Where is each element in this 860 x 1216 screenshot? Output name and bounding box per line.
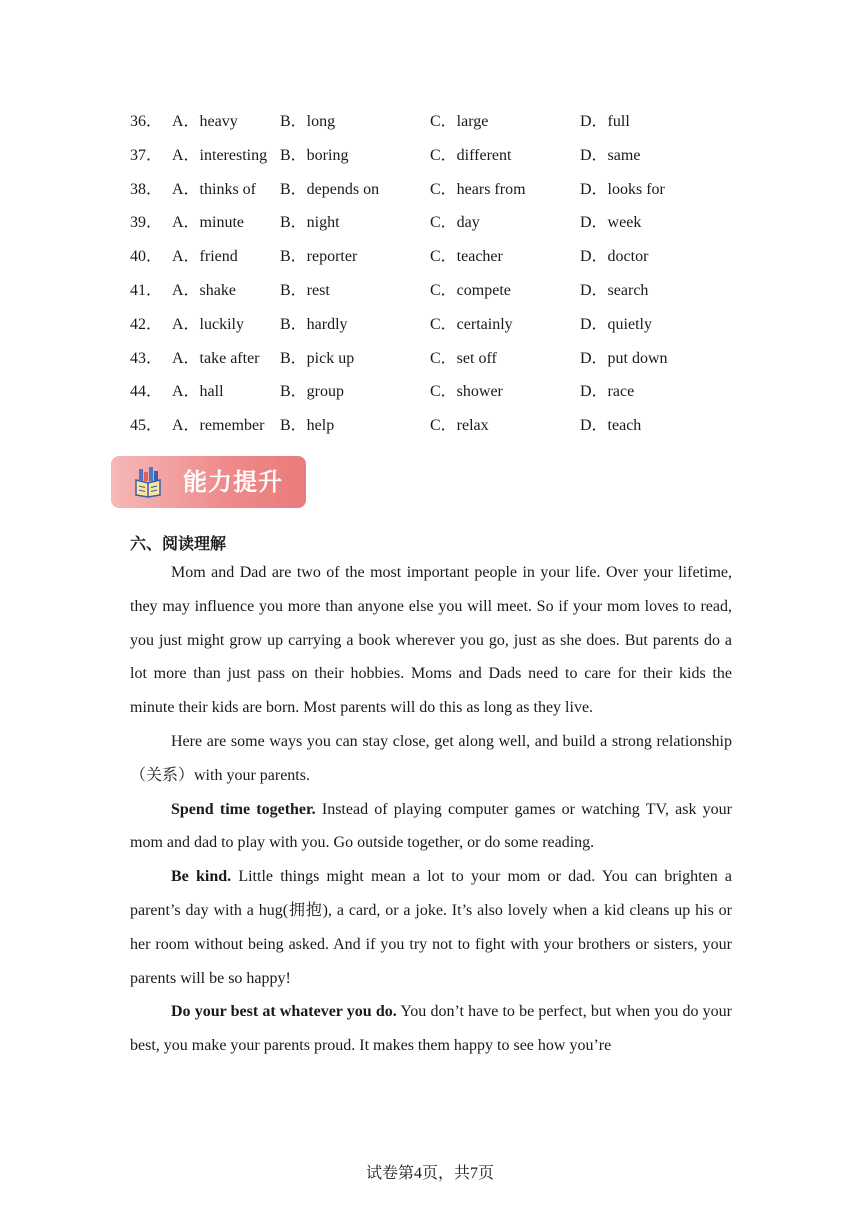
paragraph: Mom and Dad are two of the most important people in your life. Over your lifetime, they may influence you more than anyone else you will meet. So if your mom loves to read, you just might grow up carrying a book wherever you go, just as she does. But parents do a lot more than just pass on their hobbies. Moms and Dads need to care for their kids the minute their kids are born. Most parents will do this as long as they live. bbox=[130, 564, 732, 717]
paragraph-lead: Do your best at whatever you do. bbox=[171, 1003, 397, 1021]
paragraph bbox=[130, 860, 732, 995]
question-number: 39． bbox=[130, 214, 163, 232]
section-heading: 六、阅读理解 bbox=[130, 534, 227, 553]
option-c: C．hears from bbox=[430, 180, 526, 198]
page-footer: 试卷第4页，共7页 bbox=[365, 1165, 494, 1182]
paragraph-text: You don’t have to be perfect, but when you do your best, you make your parents proud. It makes them happy to see how you’re bbox=[130, 1003, 732, 1055]
question-number: 43． bbox=[130, 349, 163, 367]
question-number: 45． bbox=[130, 417, 163, 435]
question-row bbox=[130, 243, 750, 277]
paragraph-text: Little things might mean a lot to your mom or dad. You can brighten a parent’s day with a hug(拥抱), a card, or a joke. It’s also lovely when a kid cleans up his or her room without being asked. And if you try not to fight with your brothers or sisters, your parents will be so happy! bbox=[130, 868, 732, 987]
paragraph-lead: Spend time together. bbox=[171, 800, 316, 818]
question-row bbox=[130, 277, 750, 311]
option-d: D．search bbox=[580, 281, 649, 299]
option-c: C．day bbox=[430, 214, 480, 232]
question-number: 38． bbox=[130, 180, 163, 198]
paragraph bbox=[130, 995, 732, 1063]
option-b: B．help bbox=[280, 417, 335, 435]
section-banner bbox=[111, 456, 306, 508]
option-d: D．doctor bbox=[580, 248, 649, 266]
question-row bbox=[130, 412, 750, 446]
option-b: B．rest bbox=[280, 281, 330, 299]
question-number: 44． bbox=[130, 383, 163, 401]
option-d: D．quietly bbox=[580, 315, 652, 333]
option-a: A．friend bbox=[172, 248, 238, 266]
option-b: B．night bbox=[280, 214, 340, 232]
option-d: D．same bbox=[580, 146, 641, 164]
option-d: D．week bbox=[580, 214, 642, 232]
option-b: B．depends on bbox=[280, 180, 380, 198]
option-c: C．different bbox=[430, 146, 512, 164]
option-c: C．compete bbox=[430, 281, 511, 299]
reading-passage bbox=[130, 556, 732, 1063]
paragraph-lead: Be kind. bbox=[171, 868, 232, 886]
answer-choices bbox=[130, 108, 750, 446]
option-b: B．hardly bbox=[280, 315, 348, 333]
option-c: C．certainly bbox=[430, 315, 513, 333]
question-number: 42． bbox=[130, 315, 163, 333]
paragraph: Here are some ways you can stay close, get along well, and build a strong relationship（关系）with your parents. bbox=[130, 732, 732, 784]
question-row bbox=[130, 345, 750, 379]
option-c: C．shower bbox=[430, 383, 503, 401]
option-c: C．large bbox=[430, 113, 489, 130]
option-c: C．relax bbox=[430, 417, 489, 435]
option-b: B．boring bbox=[280, 146, 349, 164]
option-a: A．thinks of bbox=[172, 180, 257, 198]
question-number: 36． bbox=[130, 113, 163, 130]
option-b: B．reporter bbox=[280, 248, 358, 266]
question-row bbox=[130, 108, 750, 142]
option-d: D．looks for bbox=[580, 180, 665, 198]
option-a: A．minute bbox=[172, 214, 244, 232]
question-number: 41． bbox=[130, 281, 163, 299]
question-number: 37． bbox=[130, 146, 163, 164]
option-a: A．take after bbox=[172, 349, 260, 367]
option-b: B．pick up bbox=[280, 349, 355, 367]
option-a: A．luckily bbox=[172, 315, 244, 333]
option-b: B．long bbox=[280, 113, 336, 130]
option-d: D．race bbox=[580, 383, 635, 401]
option-a: A．hall bbox=[172, 383, 224, 401]
option-a: A．remember bbox=[172, 417, 265, 435]
paragraph bbox=[130, 793, 732, 861]
option-a: A．heavy bbox=[172, 113, 238, 130]
option-d: D．full bbox=[580, 113, 630, 130]
question-row bbox=[130, 176, 750, 210]
option-a: A．shake bbox=[172, 281, 236, 299]
question-row bbox=[130, 378, 750, 412]
question-row bbox=[130, 142, 750, 176]
option-b: B．group bbox=[280, 383, 345, 401]
book-icon bbox=[133, 466, 163, 498]
question-row bbox=[130, 311, 750, 345]
option-c: C．set off bbox=[430, 349, 497, 367]
question-number: 40． bbox=[130, 248, 163, 266]
option-a: A．interesting bbox=[172, 146, 268, 164]
option-c: C．teacher bbox=[430, 248, 503, 266]
banner-label: 能力提升 bbox=[183, 468, 283, 496]
paragraph-text: Instead of playing computer games or watching TV, ask your mom and dad to play with you. Go outside together, or do some reading. bbox=[130, 800, 732, 852]
option-d: D．put down bbox=[580, 349, 668, 367]
option-d: D．teach bbox=[580, 417, 642, 435]
question-row bbox=[130, 209, 750, 243]
